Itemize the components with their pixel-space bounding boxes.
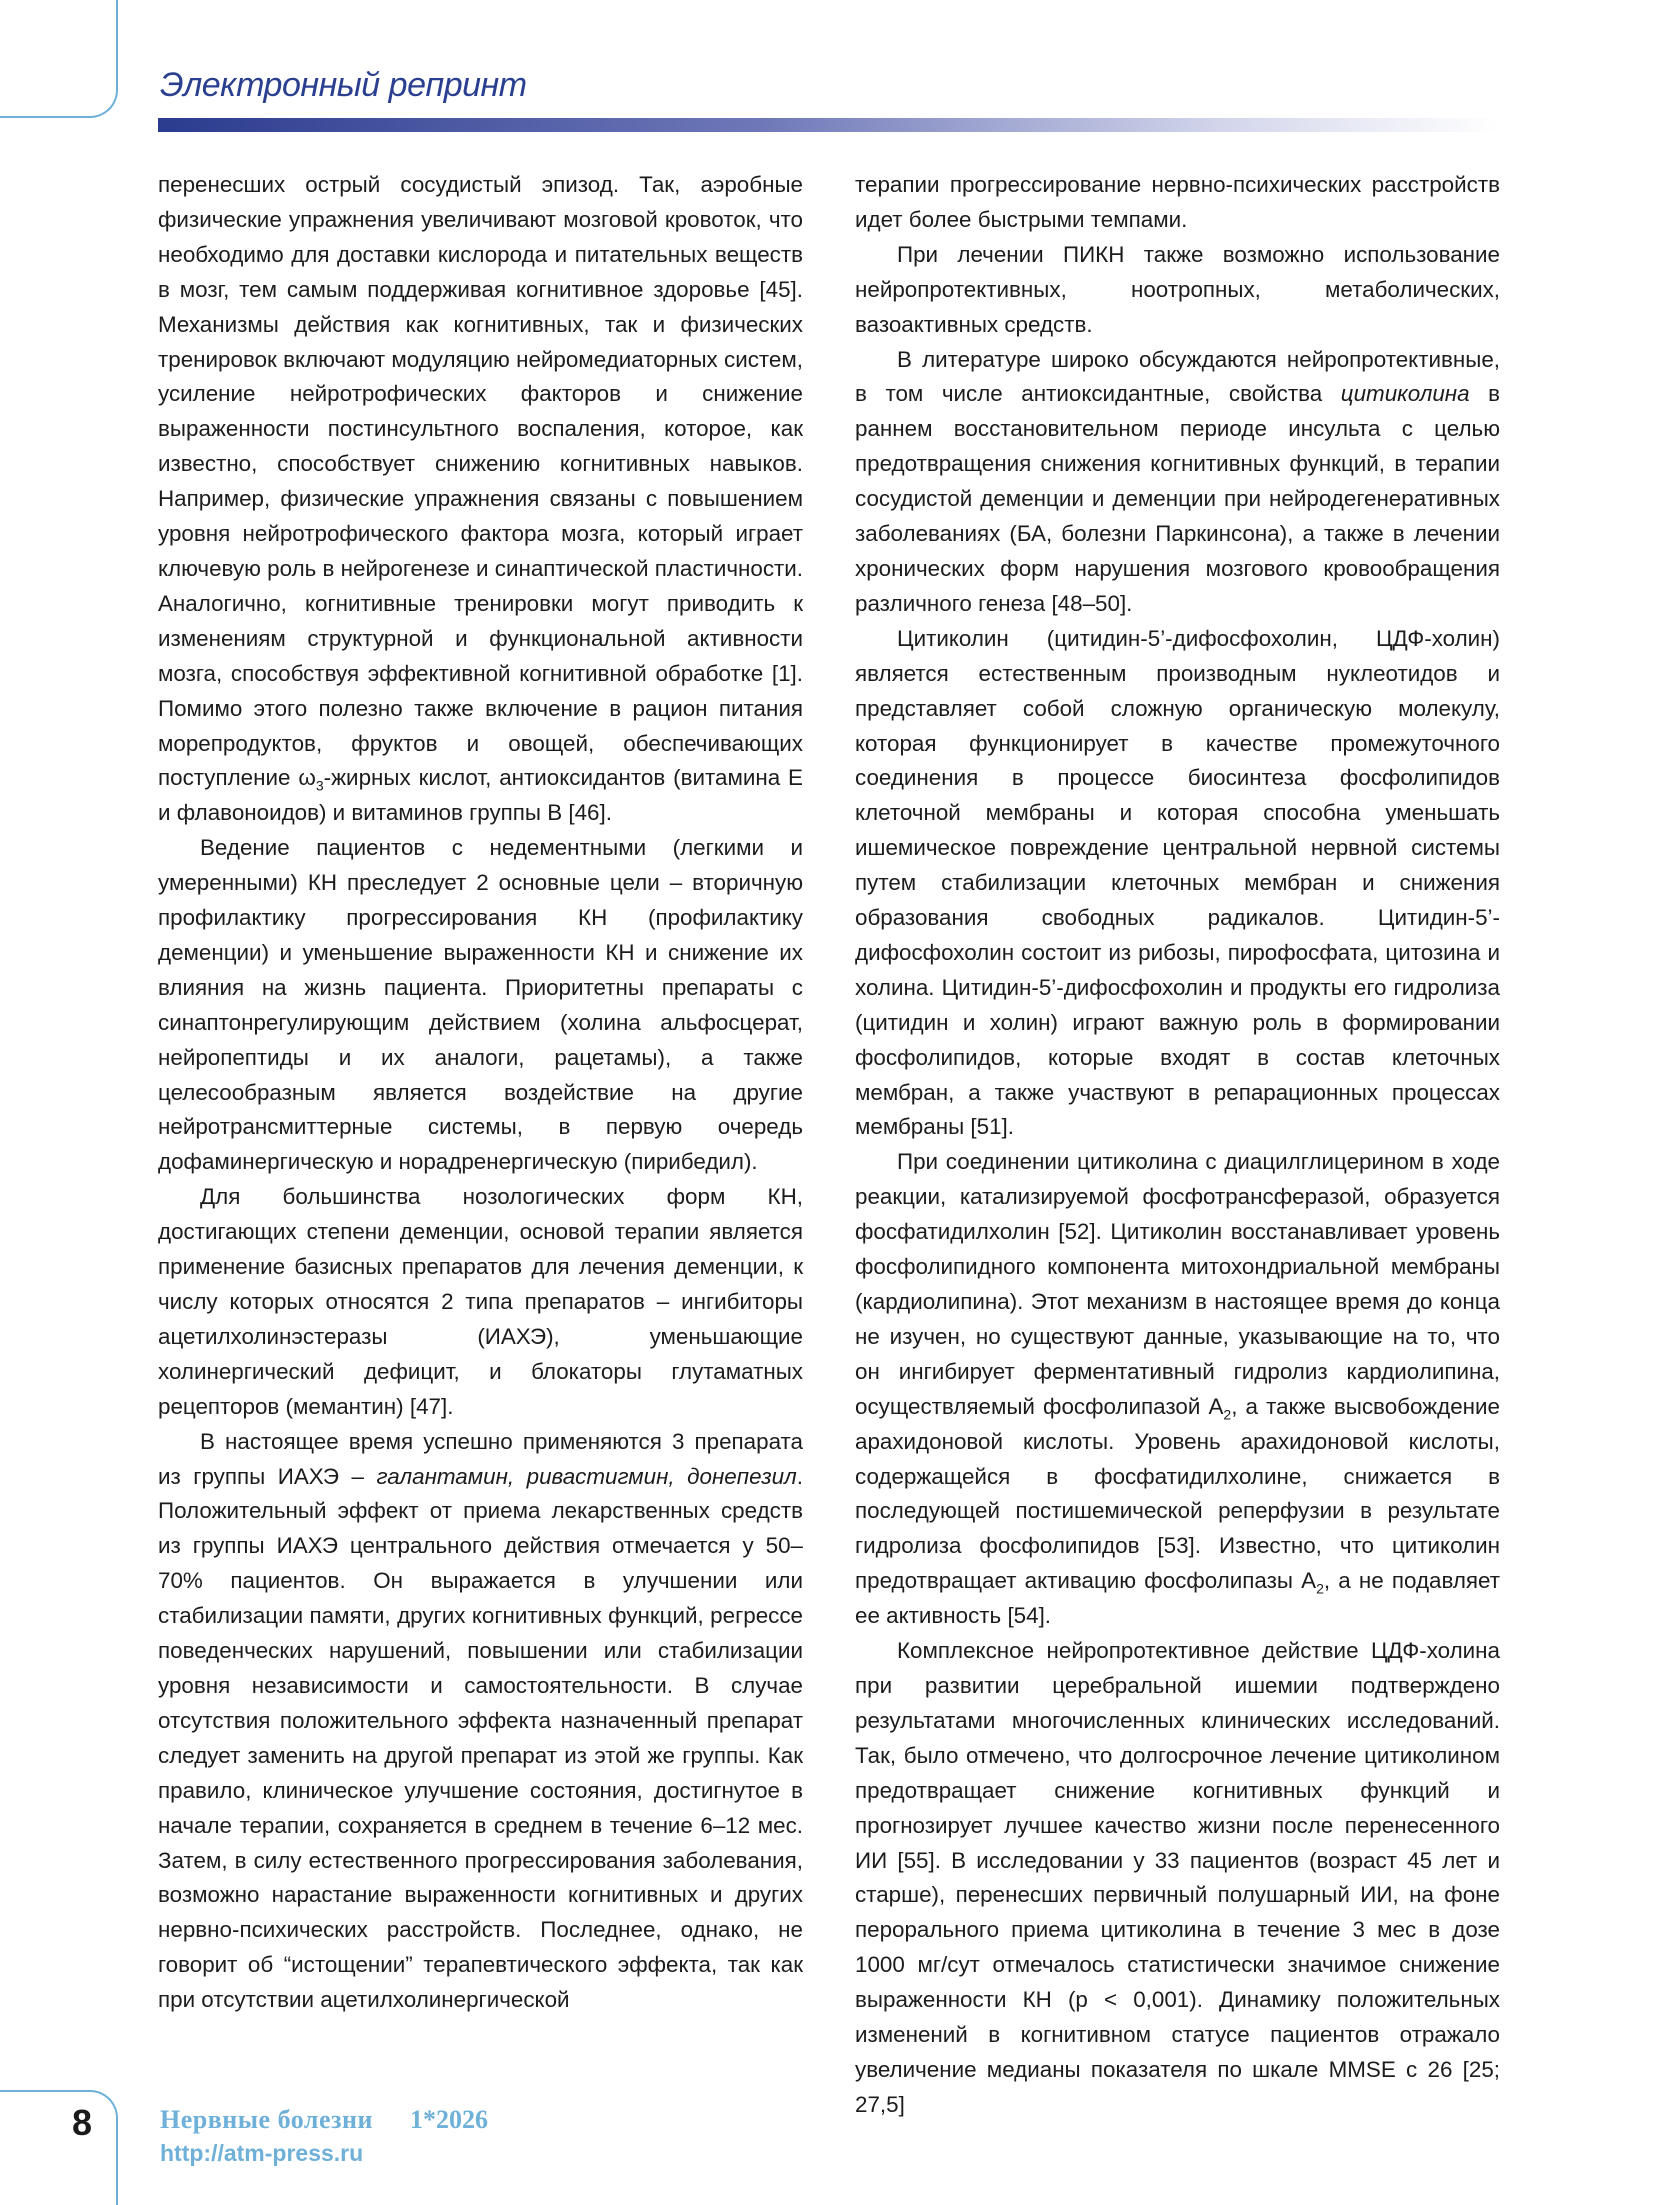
paragraph: При лечении ПИКН также возможно использование нейропротективных, ноотропных, метаболических, вазоактивных средств.: [855, 241, 1500, 337]
paragraph: Для большинства нозологических форм КН, достигающих степени деменции, основой терапии является применение базисных препаратов для лечения деменции, к числу которых относятся 2 типа препаратов – ингибиторы ацетилхолинэстеразы (ИАХЭ), уменьшающие холинергический дефицит, и блокаторы глутаматных рецепторов (мемантин) [47].: [158, 1184, 803, 1419]
paragraph: В настоящее время успешно применяются 3 препарата из группы ИАХЭ – галантамин, ривастигмин, донепезил. Положительный эффект от приема лекарственных средств из группы ИАХЭ центрального действия отмечается у 50–70% пациентов. Он выражается в улучшении или стабилизации памяти, других когнитивных функций, регрессе поведенческих нарушений, повышении или стабилизации уровня независимости и самостоятельности. В случае отсутствия положительного эффекта назначенный препарат следует заменить на другой препарат из этой же группы. Как правило, клиническое улучшение состояния, достигнутое в начале терапии, сохраняется в среднем в течение 6–12 мес. Затем, в силу естественного прогрессирования заболевания, возможно нарастание выраженности когнитивных и других нервно-психических расстройств. Последнее, однако, не говорит об “истощении” терапевтического эффекта, так как при отсутствии ацетилхолинергической: [158, 1428, 803, 2013]
paragraph: Комплексное нейропротективное действие ЦДФ-холина при развитии церебральной ишемии подтверждено результатами многочисленных клинических исследований. Так, было отмечено, что долгосрочное лечение цитиколином предотвращает снижение когнитивных функций и прогнозирует лучшее качество жизни после перенесенного ИИ [55]. В исследовании у 33 пациентов (возраст 45 лет и старше), перенесших первичный полушарный ИИ, на фоне перорального приема цитиколина в течение 3 мес в дозе 1000 мг/сут отмечалось статистически значимое снижение выраженности КН (p < 0,001). Динамику положительных изменений в когнитивном статусе пациентов отражало увеличение медианы показателя по шкале MMSE с 26 [25; 27,5]: [855, 1638, 1500, 2117]
paragraph: терапии прогрессирование нервно-психических расстройств идет более быстрыми темпами.: [855, 172, 1500, 232]
paragraph: Цитиколин (цитидин-5’-дифосфохолин, ЦДФ-холин) является естественным производным нуклеотидов и представляет собой сложную органическую молекулу, которая функционирует в качестве промежуточного соединения в процессе биосинтеза фосфолипидов клеточной мембраны и которая способна уменьшать ишемическое повреждение центральной нервной системы путем стабилизации клеточных мембран и снижения образования свободных радикалов. Цитидин-5’-дифосфохолин состоит из рибозы, пирофосфата, цитозина и холина. Цитидин-5’-дифосфохолин и продукты его гидролиза (цитидин и холин) играют важную роль в формировании фосфолипидов, которые входят в состав клеточных мембран, а также участвуют в репарационных процессах мембраны [51].: [855, 625, 1500, 1140]
footer-corner-frame: [0, 2090, 118, 2205]
paragraph: В литературе широко обсуждаются нейропротективные, в том числе антиоксидантные, свойства цитиколина в раннем восстановительном периоде инсульта с целью предотвращения снижения когнитивных функций, в терапии сосудистой деменции и деменции при нейродегенеративных заболеваниях (БА, болезни Паркинсона), а также в лечении хронических форм нарушения мозгового кровообращения различного генеза [48–50].: [855, 346, 1500, 616]
header-corner-frame: [0, 0, 118, 118]
paragraph: Ведение пациентов с недементными (легкими и умеренными) КН преследует 2 основные цели – вторичную профилактику прогрессирования КН (профилактику деменции) и уменьшение выраженности КН и снижение их влияния на жизнь пациента. Приоритетны препараты с синаптонрегулирующим действием (холина альфосцерат, нейропептиды и их аналоги, рацетамы), а также целесообразным является воздействие на другие нейротрансмиттерные системы, в первую очередь дофаминергическую и норадренергическую (пирибедил).: [158, 835, 803, 1175]
header-title: Электронный репринт: [160, 66, 527, 104]
left-column: [158, 168, 803, 2018]
right-column: [855, 168, 1500, 2123]
journal-name: Нервные болезни: [160, 2105, 373, 2134]
journal-url-link[interactable]: http://atm-press.ru: [160, 2140, 364, 2166]
page-number: 8: [72, 2102, 93, 2143]
paragraph: перенесших острый сосудистый эпизод. Так, аэробные физические упражнения увеличивают мозговой кровоток, что необходимо для доставки кислорода и питательных веществ в мозг, тем самым поддерживая когнитивное здоровье [45]. Механизмы действия как когнитивных, так и физических тренировок включают модуляцию нейромедиаторных систем, усиление нейротрофических факторов и снижение выраженности постинсультного воспаления, которое, как известно, способствует снижению когнитивных навыков. Например, физические упражнения связаны с повышением уровня нейротрофического фактора мозга, который играет ключевую роль в нейрогенезе и синаптической пластичности. Аналогично, когнитивные тренировки могут приводить к изменениям структурной и функциональной активности мозга, способствуя эффективной когнитивной обработке [1]. Помимо этого полезно также включение в рацион питания морепродуктов, фруктов и овощей, обеспечивающих поступление $\omega_3$-жирных кислот, антиоксидантов (витамина Е и флавоноидов) и витаминов группы В [46].: [158, 172, 803, 826]
paragraph: При соединении цитиколина с диацилглицерином в ходе реакции, катализируемой фосфотрансферазой, образуется фосфатидилхолин [52]. Цитиколин восстанавливает уровень фосфолипидного компонента митохондриальной мембраны (кардиолипина). Этот механизм в настоящее время до конца не изучен, но существуют данные, указывающие на то, что он ингибирует ферментативный гидролиз кардиолипина, осуществляемый фосфолипазой $А_2$, а также высвобождение арахидоновой кислоты. Уровень арахидоновой кислоты, содержащейся в фосфатидилхолине, снижается в последующей постишемической реперфузии в результате гидролиза фосфолипидов [53]. Известно, что цитиколин предотвращает активацию фосфолипазы $А_2$, а не подавляет ее активность [54].: [855, 1149, 1500, 1629]
header-gradient-bar: [158, 118, 1498, 132]
journal-issue: 1*2026: [410, 2105, 488, 2134]
